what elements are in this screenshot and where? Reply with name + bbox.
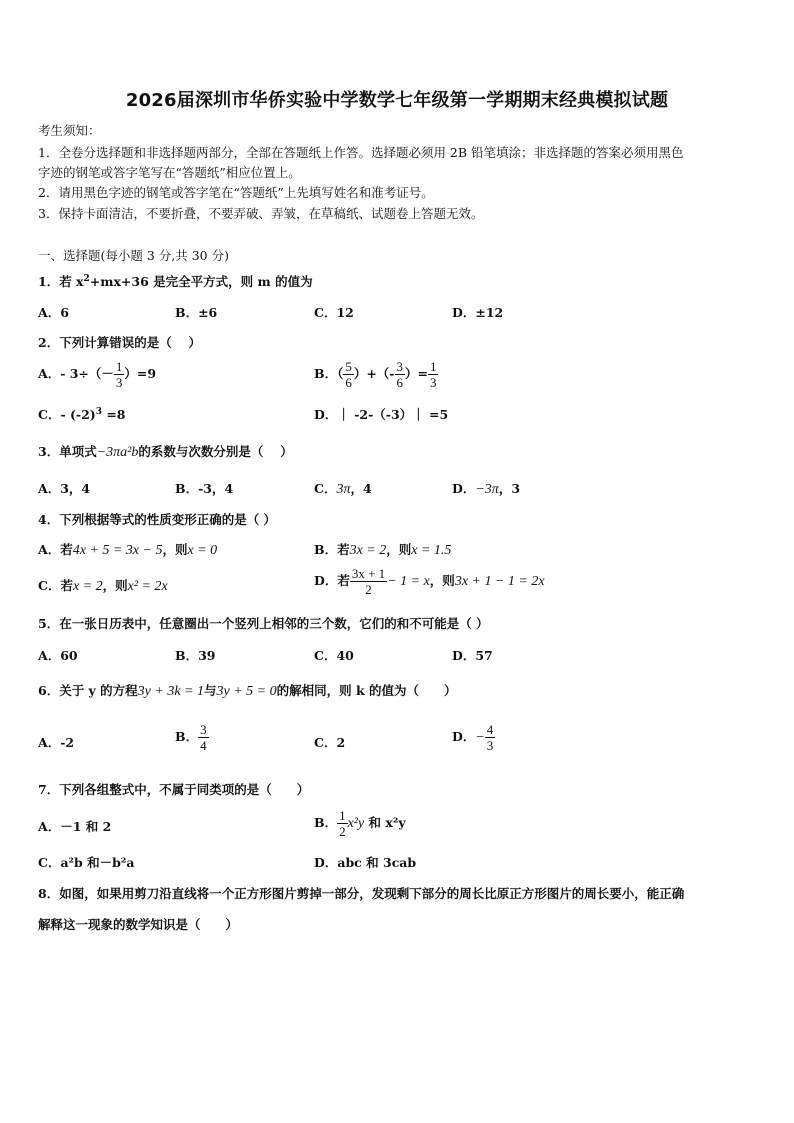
q4-option-d: D．若 $\frac{3x + 1}{2}$ − 1 = x，则3x + 1 − 1 = 2x [314, 566, 545, 597]
q3-option-a: A．3，4 [38, 481, 91, 496]
q7-option-d: D．abc 和 3cab [314, 855, 417, 870]
q5-option-a: A．60 [38, 648, 78, 663]
q6-option-a: A．-2 [38, 735, 75, 750]
q6-option-b: B． $\frac{3}{4}$ [175, 722, 207, 753]
notice-heading: 考生须知： [38, 123, 101, 138]
notice-item-3: 3．保持卡面清洁，不要折叠，不要弄破、弄皱，在草稿纸、试题卷上答题无效。 [38, 206, 484, 221]
question-3-stem: 3．单项式−3πa²b的系数与次数分别是（ ） [38, 444, 293, 460]
q2-option-c: C．- $(-2)^3 =8$ [38, 406, 126, 422]
q1-option-c: C．12 [314, 305, 354, 320]
question-2-stem: 2．下列计算错误的是（ ） [38, 335, 202, 350]
question-7-stem: 7．下列各组整式中，不属于同类项的是（ ） [38, 782, 310, 797]
section-heading: 一、选择题(每小题 3 分,共 30 分) [38, 248, 229, 263]
question-8-stem-line1: 8．如图，如果用剪刀沿直线将一个正方形图片剪掉一部分，发现剩下部分的周长比原正方形图片的周长要小，能正确 [38, 886, 685, 901]
q7-option-c: C．a²b 和－b²a [38, 855, 135, 870]
q1-option-d: D．±12 [452, 305, 504, 320]
q4-option-b: B．若3x = 2，则x = 1.5 [314, 542, 452, 558]
q3-option-b: B．-3，4 [175, 481, 234, 496]
question-5-stem: 5．在一张日历表中，任意圈出一个竖列上相邻的三个数，它们的和不可能是（ ） [38, 616, 489, 631]
q6-option-c: C．2 [314, 735, 346, 750]
question-1-stem: 1．若 $x^2+mx+36$ 是完全平方式，则 m 的值为 [38, 273, 313, 289]
notice-item-2: 2．请用黑色字迹的钢笔或答字笔在“答题纸”上先填写姓名和准考证号。 [38, 185, 434, 200]
page-title: 2026届深圳市华侨实验中学数学七年级第一学期期末经典模拟试题 [125, 90, 669, 111]
q6-option-d: D．− $\frac{4}{3}$ [452, 722, 494, 753]
q3-option-c: C．3π，4 [314, 481, 372, 497]
q7-option-a: A．－1 和 2 [38, 819, 112, 834]
q7-option-b: B． $\frac{1}{2}$ x²y 和 x²y [314, 808, 406, 839]
q5-option-c: C．40 [314, 648, 354, 663]
question-4-stem: 4．下列根据等式的性质变形正确的是（ ） [38, 512, 277, 527]
q1-option-a: A．6 [38, 305, 69, 320]
question-8-stem-line2: 解释这一现象的数学知识是（ ） [38, 917, 239, 932]
q2-option-b: B．（ $\frac{5}{6}$ ）+（- $\frac{3}{6}$ ）= $\frac{1}{3}$ [314, 359, 437, 390]
notice-item-1-cont: 字迹的钢笔或答字笔写在“答题纸”相应位置上。 [38, 165, 301, 180]
q2-option-a: A．- 3÷（－ $\frac{1}{3}$ ）=9 [38, 359, 157, 390]
q5-option-b: B．39 [175, 648, 216, 663]
q4-option-c: C．若x = 2，则x² = 2x [38, 578, 168, 594]
q1-option-b: B．±6 [175, 305, 218, 320]
q4-option-a: A．若4x + 5 = 3x − 5，则x = 0 [38, 542, 218, 558]
q3-option-d: D．−3π，3 [452, 481, 521, 497]
notice-item-1: 1．全卷分选择题和非选择题两部分，全部在答题纸上作答。选择题必须用 2B 铅笔填涂；非选择题的答案必须用黑色 [38, 145, 684, 160]
q5-option-d: D．57 [452, 648, 493, 663]
question-6-stem: 6．关于 y 的方程3y + 3k = 1与3y + 5 = 0的解相同，则 k 的值为（ ） [38, 683, 457, 699]
q2-option-d: D．｜ -2-（-3）｜ =5 [314, 407, 449, 422]
